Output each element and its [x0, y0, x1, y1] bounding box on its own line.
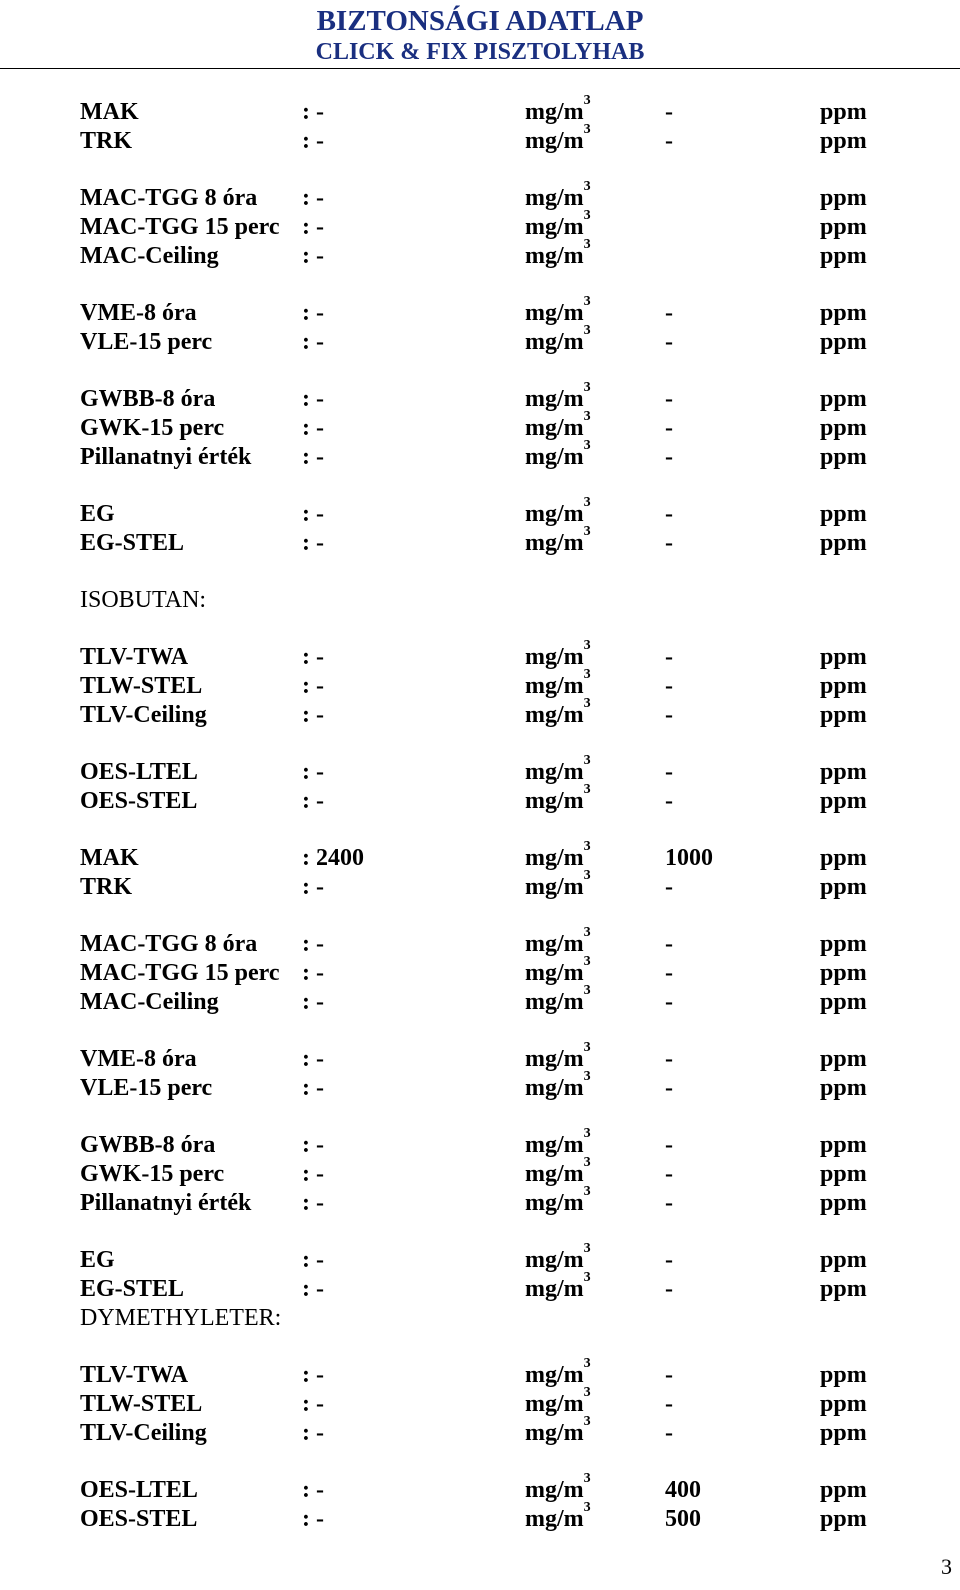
limit-name: MAC-TGG 8 óra	[80, 931, 258, 957]
unit-text: mg/m	[525, 1190, 584, 1216]
limit-ppm-value: -	[665, 99, 673, 125]
limit-row	[80, 1356, 900, 1390]
unit-text: mg/m	[525, 845, 584, 871]
unit-ppm: ppm	[820, 444, 867, 470]
limit-ppm-value: -	[665, 759, 673, 785]
unit-text: mg/m	[525, 759, 584, 785]
unit-text: mg/m	[525, 1477, 584, 1503]
unit-text: mg/m	[525, 1247, 584, 1273]
limit-ppm-value: -	[665, 1420, 673, 1446]
limit-mg-value: : -	[302, 243, 324, 269]
unit-exponent: 3	[583, 983, 591, 998]
limit-mg-value: : -	[302, 99, 324, 125]
limit-row	[80, 380, 900, 414]
unit-mg-m3	[525, 696, 591, 730]
unit-mg-m3	[525, 954, 591, 988]
unit-ppm: ppm	[820, 1362, 867, 1388]
limit-name: MAK	[80, 99, 139, 125]
limit-ppm-value: -	[665, 1046, 673, 1072]
limit-name: TLV-Ceiling	[80, 1420, 207, 1446]
unit-text: mg/m	[525, 386, 584, 412]
limit-name: MAC-TGG 15 perc	[80, 960, 280, 986]
unit-mg-m3	[525, 524, 591, 558]
limit-name: VLE-15 perc	[80, 329, 213, 355]
limit-mg-value: : -	[302, 960, 324, 986]
unit-ppm: ppm	[820, 759, 867, 785]
limit-ppm-value: -	[665, 1161, 673, 1187]
unit-mg-m3	[525, 1385, 591, 1419]
limit-mg-value: : -	[302, 1391, 324, 1417]
unit-exponent: 3	[583, 667, 591, 682]
limit-mg-value: : -	[302, 1075, 324, 1101]
unit-text: mg/m	[525, 530, 584, 556]
page-number: 3	[941, 1554, 952, 1579]
unit-exponent: 3	[583, 323, 591, 338]
unit-mg-m3	[525, 1184, 591, 1218]
limit-ppm-value: -	[665, 444, 673, 470]
limit-row	[80, 868, 900, 902]
limit-row	[80, 782, 900, 816]
limit-ppm-value: -	[665, 1075, 673, 1101]
limit-name: Pillanatnyi érték	[80, 1190, 252, 1216]
limit-ppm-value: -	[665, 960, 673, 986]
unit-mg-m3	[525, 667, 591, 701]
unit-ppm: ppm	[820, 788, 867, 814]
unit-ppm: ppm	[820, 1190, 867, 1216]
unit-exponent: 3	[583, 753, 591, 768]
unit-exponent: 3	[583, 1040, 591, 1055]
unit-text: mg/m	[525, 1046, 584, 1072]
unit-exponent: 3	[583, 1184, 591, 1199]
unit-exponent: 3	[583, 1471, 591, 1486]
limit-name: TLV-TWA	[80, 1362, 189, 1388]
unit-ppm: ppm	[820, 1477, 867, 1503]
unit-text: mg/m	[525, 960, 584, 986]
limit-mg-value: : -	[302, 673, 324, 699]
unit-ppm: ppm	[820, 214, 867, 240]
limit-ppm-value: -	[665, 128, 673, 154]
limit-name: TLV-TWA	[80, 644, 189, 670]
unit-text: mg/m	[525, 214, 584, 240]
limit-row	[80, 524, 900, 558]
block-spacer	[80, 357, 900, 385]
unit-mg-m3	[525, 1155, 591, 1189]
limit-row	[80, 1040, 900, 1074]
limit-mg-value: : -	[302, 329, 324, 355]
limit-ppm-value: -	[665, 673, 673, 699]
unit-ppm: ppm	[820, 185, 867, 211]
unit-exponent: 3	[583, 1241, 591, 1256]
unit-ppm: ppm	[820, 501, 867, 527]
limit-name: VLE-15 perc	[80, 1075, 213, 1101]
unit-text: mg/m	[525, 644, 584, 670]
limit-row	[80, 696, 900, 730]
unit-mg-m3	[525, 495, 591, 529]
unit-text: mg/m	[525, 1161, 584, 1187]
limit-ppm-value: -	[665, 1190, 673, 1216]
limit-name: TLV-Ceiling	[80, 702, 207, 728]
limit-ppm-value: -	[665, 1362, 673, 1388]
unit-ppm: ppm	[820, 960, 867, 986]
unit-ppm: ppm	[820, 845, 867, 871]
limit-row	[80, 323, 900, 357]
unit-exponent: 3	[583, 1126, 591, 1141]
unit-text: mg/m	[525, 1420, 584, 1446]
limit-ppm-value: -	[665, 702, 673, 728]
limit-name: TRK	[80, 874, 133, 900]
limit-name: MAC-Ceiling	[80, 989, 219, 1015]
limit-name: OES-LTEL	[80, 1477, 198, 1503]
unit-exponent: 3	[583, 1155, 591, 1170]
unit-text: mg/m	[525, 702, 584, 728]
limit-row	[80, 1471, 900, 1505]
limit-row	[80, 753, 900, 787]
unit-text: mg/m	[525, 415, 584, 441]
limit-mg-value: : -	[302, 702, 324, 728]
limit-row	[80, 1069, 900, 1103]
limit-mg-value: : -	[302, 1362, 324, 1388]
limit-ppm-value: -	[665, 501, 673, 527]
unit-ppm: ppm	[820, 1132, 867, 1158]
unit-exponent: 3	[583, 1356, 591, 1371]
unit-text: mg/m	[525, 673, 584, 699]
unit-text: mg/m	[525, 1075, 584, 1101]
limit-mg-value: : 2400	[302, 845, 364, 871]
limit-mg-value: : -	[302, 128, 324, 154]
unit-exponent: 3	[583, 93, 591, 108]
limit-ppm-value: -	[665, 300, 673, 326]
unit-text: mg/m	[525, 989, 584, 1015]
unit-mg-m3	[525, 868, 591, 902]
limit-name: MAC-TGG 8 óra	[80, 185, 258, 211]
limit-ppm-value: -	[665, 874, 673, 900]
limit-mg-value: : -	[302, 759, 324, 785]
unit-exponent: 3	[583, 409, 591, 424]
document-header	[0, 0, 960, 66]
limit-row	[80, 208, 900, 242]
limit-ppm-value: -	[665, 530, 673, 556]
block-spacer	[80, 558, 900, 586]
limit-row	[80, 1500, 900, 1534]
limit-row	[80, 839, 900, 873]
unit-mg-m3	[525, 1126, 591, 1160]
unit-exponent: 3	[583, 868, 591, 883]
unit-ppm: ppm	[820, 1506, 867, 1532]
block-spacer	[80, 1448, 900, 1476]
unit-mg-m3	[525, 380, 591, 414]
unit-text: mg/m	[525, 128, 584, 154]
unit-ppm: ppm	[820, 1391, 867, 1417]
unit-ppm: ppm	[820, 99, 867, 125]
limit-mg-value: : -	[302, 1276, 324, 1302]
unit-ppm: ppm	[820, 1046, 867, 1072]
limit-row	[80, 438, 900, 472]
unit-ppm: ppm	[820, 1276, 867, 1302]
block-spacer	[80, 1017, 900, 1045]
limit-name: TLW-STEL	[80, 673, 203, 699]
unit-ppm: ppm	[820, 931, 867, 957]
unit-exponent: 3	[583, 1385, 591, 1400]
unit-mg-m3	[525, 839, 591, 873]
block-spacer	[80, 472, 900, 500]
unit-ppm: ppm	[820, 128, 867, 154]
limit-name: EG	[80, 501, 115, 527]
unit-exponent: 3	[583, 782, 591, 797]
unit-mg-m3	[525, 208, 591, 242]
limit-row	[80, 122, 900, 156]
limit-mg-value: : -	[302, 931, 324, 957]
limit-name: Pillanatnyi érték	[80, 444, 252, 470]
unit-mg-m3	[525, 409, 591, 443]
block-spacer	[80, 1218, 900, 1246]
limit-ppm-value: -	[665, 989, 673, 1015]
unit-exponent: 3	[583, 1069, 591, 1084]
limit-name: MAC-TGG 15 perc	[80, 214, 280, 240]
limit-name: OES-STEL	[80, 1506, 198, 1532]
block-spacer	[80, 156, 900, 184]
unit-mg-m3	[525, 93, 591, 127]
exposure-limits-table	[80, 93, 900, 1534]
limit-row	[80, 179, 900, 213]
block-spacer	[80, 615, 900, 643]
unit-text: mg/m	[525, 931, 584, 957]
unit-ppm: ppm	[820, 1420, 867, 1446]
limit-mg-value: : -	[302, 1046, 324, 1072]
unit-text: mg/m	[525, 1132, 584, 1158]
document-title: BIZTONSÁGI ADATLAP	[316, 5, 644, 37]
block-spacer	[80, 816, 900, 844]
unit-exponent: 3	[583, 638, 591, 653]
unit-ppm: ppm	[820, 874, 867, 900]
unit-text: mg/m	[525, 1362, 584, 1388]
limit-mg-value: : -	[302, 185, 324, 211]
unit-exponent: 3	[583, 208, 591, 223]
unit-exponent: 3	[583, 380, 591, 395]
limit-mg-value: : -	[302, 1420, 324, 1446]
unit-mg-m3	[525, 1471, 591, 1505]
limit-mg-value: : -	[302, 300, 324, 326]
unit-mg-m3	[525, 122, 591, 156]
limit-name: OES-STEL	[80, 788, 198, 814]
limit-row	[80, 409, 900, 443]
unit-ppm: ppm	[820, 243, 867, 269]
unit-exponent: 3	[583, 294, 591, 309]
unit-mg-m3	[525, 438, 591, 472]
limit-row	[80, 954, 900, 988]
unit-exponent: 3	[583, 839, 591, 854]
limit-mg-value: : -	[302, 1477, 324, 1503]
unit-ppm: ppm	[820, 1247, 867, 1273]
limit-row	[80, 495, 900, 529]
unit-text: mg/m	[525, 243, 584, 269]
limit-row	[80, 1126, 900, 1160]
limit-mg-value: : -	[302, 501, 324, 527]
limit-name: TLW-STEL	[80, 1391, 203, 1417]
limit-name: GWBB-8 óra	[80, 386, 216, 412]
unit-exponent: 3	[583, 237, 591, 252]
unit-ppm: ppm	[820, 673, 867, 699]
limit-mg-value: : -	[302, 1190, 324, 1216]
limit-row	[80, 237, 900, 271]
unit-exponent: 3	[583, 122, 591, 137]
limit-name: MAK	[80, 845, 139, 871]
unit-mg-m3	[525, 323, 591, 357]
unit-ppm: ppm	[820, 644, 867, 670]
limit-ppm-value: -	[665, 329, 673, 355]
limit-row	[80, 1414, 900, 1448]
unit-text: mg/m	[525, 1506, 584, 1532]
unit-mg-m3	[525, 1500, 591, 1534]
block-spacer	[80, 730, 900, 758]
unit-mg-m3	[525, 983, 591, 1017]
limit-row	[80, 1270, 900, 1304]
limit-mg-value: : -	[302, 386, 324, 412]
limit-name: VME-8 óra	[80, 1046, 197, 1072]
limit-name: EG-STEL	[80, 530, 185, 556]
limit-mg-value: : -	[302, 214, 324, 240]
unit-text: mg/m	[525, 501, 584, 527]
limit-name: GWK-15 perc	[80, 1161, 225, 1187]
limit-ppm-value: -	[665, 1132, 673, 1158]
limit-name: EG-STEL	[80, 1276, 185, 1302]
limit-ppm-value: -	[665, 1391, 673, 1417]
substance-label: ISOBUTAN:	[80, 587, 207, 613]
unit-mg-m3	[525, 179, 591, 213]
limit-mg-value: : -	[302, 874, 324, 900]
unit-text: mg/m	[525, 444, 584, 470]
unit-mg-m3	[525, 925, 591, 959]
limit-row	[80, 1184, 900, 1218]
unit-exponent: 3	[583, 1500, 591, 1515]
substance-label: DYMETHYLETER:	[80, 1305, 282, 1331]
unit-mg-m3	[525, 782, 591, 816]
unit-exponent: 3	[583, 438, 591, 453]
unit-text: mg/m	[525, 185, 584, 211]
limit-mg-value: : -	[302, 530, 324, 556]
unit-ppm: ppm	[820, 530, 867, 556]
unit-ppm: ppm	[820, 415, 867, 441]
limit-row	[80, 638, 900, 672]
limit-mg-value: : -	[302, 1506, 324, 1532]
limit-row	[80, 93, 900, 127]
limit-row	[80, 1241, 900, 1275]
unit-mg-m3	[525, 1270, 591, 1304]
limit-ppm-value: -	[665, 415, 673, 441]
unit-mg-m3	[525, 1356, 591, 1390]
limit-ppm-value: 400	[665, 1477, 701, 1503]
limit-row	[80, 1155, 900, 1189]
limit-ppm-value: 500	[665, 1506, 701, 1532]
unit-mg-m3	[525, 1040, 591, 1074]
limit-mg-value: : -	[302, 1247, 324, 1273]
unit-ppm: ppm	[820, 1075, 867, 1101]
unit-text: mg/m	[525, 874, 584, 900]
unit-text: mg/m	[525, 788, 584, 814]
unit-exponent: 3	[583, 1270, 591, 1285]
limit-ppm-value: -	[665, 386, 673, 412]
limit-mg-value: : -	[302, 788, 324, 814]
unit-ppm: ppm	[820, 1161, 867, 1187]
limit-name: OES-LTEL	[80, 759, 198, 785]
unit-mg-m3	[525, 1069, 591, 1103]
header-rule	[0, 68, 960, 69]
limit-ppm-value: -	[665, 1276, 673, 1302]
unit-exponent: 3	[583, 179, 591, 194]
limit-row	[80, 667, 900, 701]
limit-ppm-value: -	[665, 644, 673, 670]
block-spacer	[80, 902, 900, 930]
unit-ppm: ppm	[820, 989, 867, 1015]
limit-mg-value: : -	[302, 644, 324, 670]
unit-exponent: 3	[583, 524, 591, 539]
unit-text: mg/m	[525, 99, 584, 125]
limit-ppm-value: -	[665, 1247, 673, 1273]
unit-exponent: 3	[583, 495, 591, 510]
limit-ppm-value: -	[665, 788, 673, 814]
block-spacer	[80, 1333, 900, 1361]
unit-text: mg/m	[525, 300, 584, 326]
limit-name: EG	[80, 1247, 115, 1273]
unit-ppm: ppm	[820, 329, 867, 355]
document-subtitle: CLICK & FIX PISZTOLYHAB	[315, 39, 645, 65]
block-spacer	[80, 1103, 900, 1131]
limit-name: VME-8 óra	[80, 300, 197, 326]
unit-mg-m3	[525, 753, 591, 787]
block-spacer	[80, 271, 900, 299]
unit-exponent: 3	[583, 696, 591, 711]
limit-mg-value: : -	[302, 415, 324, 441]
limit-mg-value: : -	[302, 444, 324, 470]
unit-ppm: ppm	[820, 702, 867, 728]
limit-row	[80, 294, 900, 328]
limit-name: TRK	[80, 128, 133, 154]
limit-mg-value: : -	[302, 1132, 324, 1158]
limit-name: GWBB-8 óra	[80, 1132, 216, 1158]
unit-mg-m3	[525, 294, 591, 328]
unit-exponent: 3	[583, 925, 591, 940]
limit-mg-value: : -	[302, 1161, 324, 1187]
unit-exponent: 3	[583, 954, 591, 969]
unit-mg-m3	[525, 1414, 591, 1448]
unit-text: mg/m	[525, 1391, 584, 1417]
limit-mg-value: : -	[302, 989, 324, 1015]
limit-ppm-value: 1000	[665, 845, 713, 871]
unit-mg-m3	[525, 237, 591, 271]
limit-name: GWK-15 perc	[80, 415, 225, 441]
limit-ppm-value: -	[665, 931, 673, 957]
unit-text: mg/m	[525, 329, 584, 355]
limit-row	[80, 1385, 900, 1419]
limit-row	[80, 925, 900, 959]
unit-mg-m3	[525, 638, 591, 672]
unit-exponent: 3	[583, 1414, 591, 1429]
unit-text: mg/m	[525, 1276, 584, 1302]
unit-ppm: ppm	[820, 300, 867, 326]
unit-mg-m3	[525, 1241, 591, 1275]
unit-ppm: ppm	[820, 386, 867, 412]
limit-row	[80, 983, 900, 1017]
limit-name: MAC-Ceiling	[80, 243, 219, 269]
